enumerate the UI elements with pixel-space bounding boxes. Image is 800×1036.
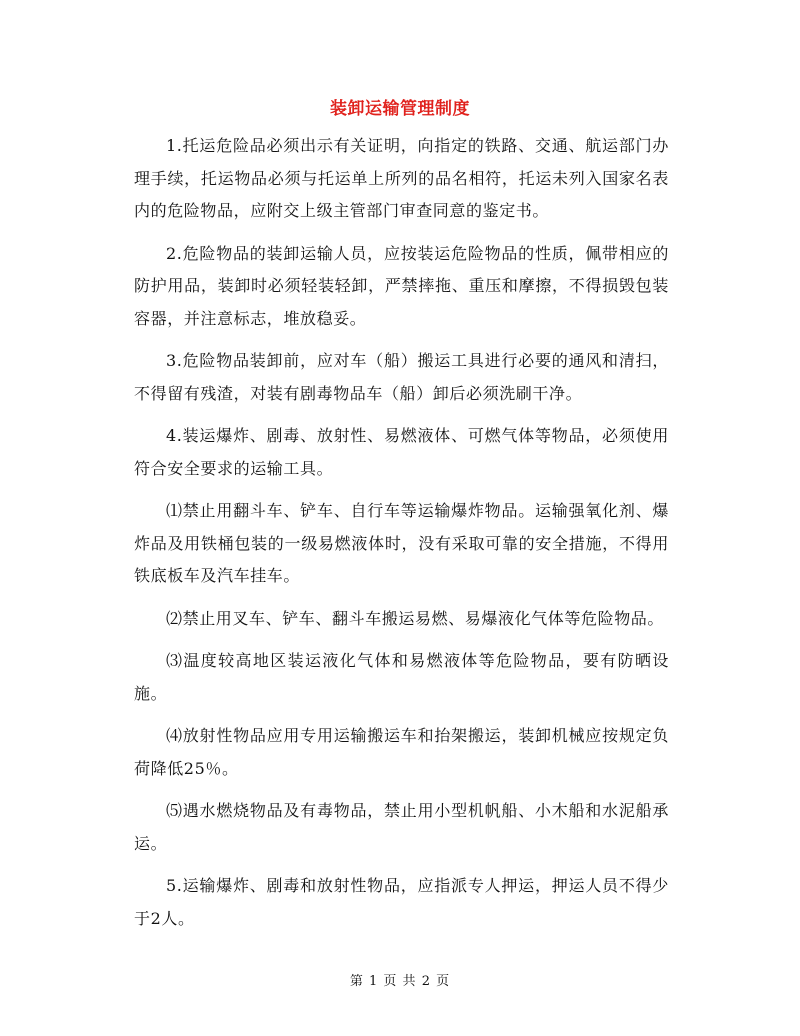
- page-footer: 第 1 页 共 2 页: [349, 974, 451, 989]
- sub-item-5: ⑸遇水燃烧物品及有毒物品，禁止用小型机帆船、小木船和水泥船承运。: [134, 801, 669, 853]
- paragraph-2: 2.危险物品的装卸运输人员，应按装运危险物品的性质，佩带相应的防护用品，装卸时必须轻装轻卸，严禁摔拖、重压和摩擦，不得损毁包装容器，并注意标志，堆放稳妥。: [134, 243, 669, 328]
- document-title: 装卸运输管理制度: [330, 99, 470, 119]
- document-body: [134, 130, 669, 945]
- paragraph-1: 1.托运危险品必须出示有关证明，向指定的铁路、交通、航运部门办理手续，托运物品必须与托运单上所列的品名相符，托运未列入国家名表内的危险物品，应附交上级主管部门审查同意的鉴定书。: [134, 136, 669, 220]
- sub-item-2: ⑵禁止用叉车、铲车、翻斗车搬运易燃、易爆液化气体等危险物品。: [166, 608, 665, 628]
- sub-item-3: ⑶温度较高地区装运液化气体和易燃液体等危险物品，要有防晒设施。: [134, 651, 669, 703]
- paragraph-4: 4.装运爆炸、剧毒、放射性、易燃液体、可燃气体等物品，必须使用符合安全要求的运输工具。: [134, 426, 669, 478]
- sub-item-4: ⑷放射性物品应用专用运输搬运车和抬架搬运，装卸机械应按规定负荷降低25％。: [134, 726, 669, 778]
- paragraph-5: 5.运输爆炸、剧毒和放射性物品，应指派专人押运，押运人员不得少于2人。: [134, 876, 669, 928]
- sub-item-1: ⑴禁止用翻斗车、铲车、自行车等运输爆炸物品。运输强氧化剂、爆炸品及用铁桶包装的一级易燃液体时，没有采取可靠的安全措施，不得用铁底板车及汽车挂车。: [134, 501, 669, 585]
- paragraph-3: 3.危险物品装卸前，应对车（船）搬运工具进行必要的通风和清扫，不得留有残渣，对装有剧毒物品车（船）卸后必须洗刷干净。: [134, 351, 669, 403]
